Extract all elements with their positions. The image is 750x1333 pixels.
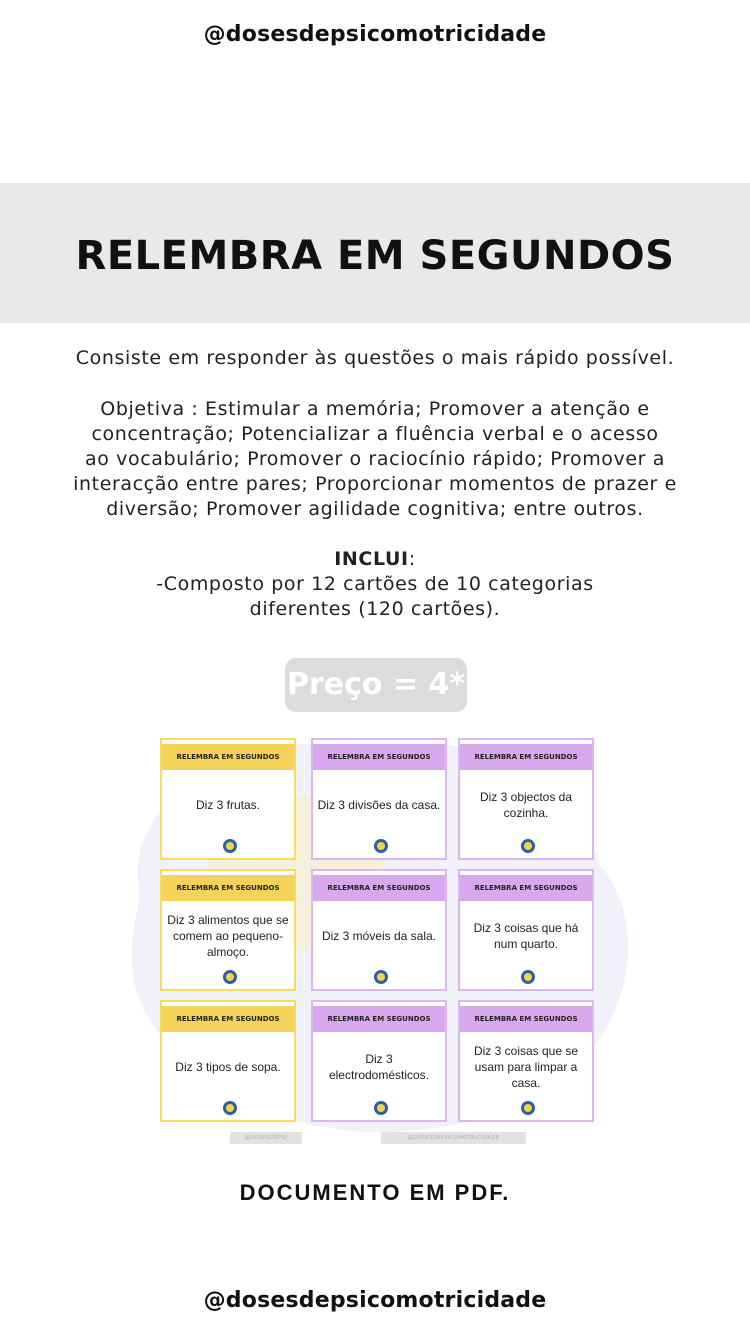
- card-question: Diz 3 divisões da casa.: [317, 798, 441, 812]
- card: [311, 869, 447, 991]
- card-header: RELEMBRA EM SEGUNDOS: [313, 875, 445, 901]
- includes-colon: :: [408, 548, 416, 570]
- brain-logo-icon: [222, 838, 238, 854]
- brain-logo-icon: [520, 838, 536, 854]
- objective-line: interacção entre pares; Proporcionar momentos de prazer e: [73, 473, 677, 495]
- card-header: RELEMBRA EM SEGUNDOS: [313, 1006, 445, 1032]
- brain-logo-icon: [373, 1100, 389, 1116]
- card: [160, 738, 296, 860]
- intro-text: Consiste em responder às questões o mais rápido possível.: [75, 347, 675, 369]
- card-header: RELEMBRA EM SEGUNDOS: [313, 744, 445, 770]
- top-handle: @dosesdepsicomotricidade: [203, 22, 547, 47]
- brain-logo-icon: [520, 969, 536, 985]
- card: [160, 1000, 296, 1122]
- card-question: Diz 3 coisas que se usam para limpar a casa.: [473, 1044, 579, 1090]
- brain-logo-icon: [222, 1100, 238, 1116]
- brain-logo-icon: [373, 969, 389, 985]
- card-question: Diz 3 coisas que há num quarto.: [473, 921, 579, 951]
- objective-line: Objetiva : Estimular a memória; Promover a atenção e: [100, 398, 650, 420]
- includes-line: diferentes (120 cartões).: [249, 598, 501, 620]
- price-badge: Preço = 4*: [285, 658, 467, 712]
- document-format-note: DOCUMENTO EM PDF.: [239, 1180, 511, 1205]
- brain-logo-icon: [222, 969, 238, 985]
- card-header: RELEMBRA EM SEGUNDOS: [460, 744, 592, 770]
- card-question: Diz 3 frutas.: [195, 798, 261, 812]
- card-question: Diz 3 objectos da cozinha.: [479, 790, 573, 820]
- brain-logo-icon: [373, 838, 389, 854]
- card: [458, 869, 594, 991]
- card-header: RELEMBRA EM SEGUNDOS: [162, 875, 294, 901]
- includes-section: [60, 547, 690, 622]
- bottom-handle: @dosesdepsicomotricidade: [203, 1288, 547, 1313]
- objective-text: [60, 397, 690, 522]
- includes-heading: [60, 547, 690, 572]
- includes-line: -Composto por 12 cartões de 10 categorias: [156, 573, 594, 595]
- card: [311, 1000, 447, 1122]
- card: [311, 738, 447, 860]
- watermark-strip: @DOSESDEPSICOMOTRICIDADE: [381, 1132, 526, 1144]
- card-question: Diz 3 alimentos que se comem ao pequeno-almoço.: [167, 913, 289, 959]
- objective-line: diversão; Promover agilidade cognitiva; entre outros.: [106, 498, 644, 520]
- objective-line: ao vocabulário; Promover o raciocínio rápido; Promover a: [85, 448, 665, 470]
- card-question: Diz 3 móveis da sala.: [321, 929, 437, 943]
- card-header: RELEMBRA EM SEGUNDOS: [162, 744, 294, 770]
- objective-line: concentração; Potencializar a fluência verbal e o acesso: [91, 423, 659, 445]
- card-header: RELEMBRA EM SEGUNDOS: [460, 1006, 592, 1032]
- includes-label: INCLUI: [334, 548, 409, 570]
- cards-preview: [100, 715, 660, 1155]
- card-header: RELEMBRA EM SEGUNDOS: [460, 875, 592, 901]
- card: [160, 869, 296, 991]
- card: [458, 738, 594, 860]
- card-question: Diz 3 tipos de sopa.: [175, 1060, 281, 1074]
- watermark-strip: @DOSESDEPSI: [230, 1132, 302, 1144]
- card-header: RELEMBRA EM SEGUNDOS: [162, 1006, 294, 1032]
- page-title: RELEMBRA EM SEGUNDOS: [75, 233, 675, 279]
- card-question: Diz 3 electrodomésticos.: [328, 1052, 430, 1082]
- card: [458, 1000, 594, 1122]
- title-banner: [0, 183, 750, 323]
- brain-logo-icon: [520, 1100, 536, 1116]
